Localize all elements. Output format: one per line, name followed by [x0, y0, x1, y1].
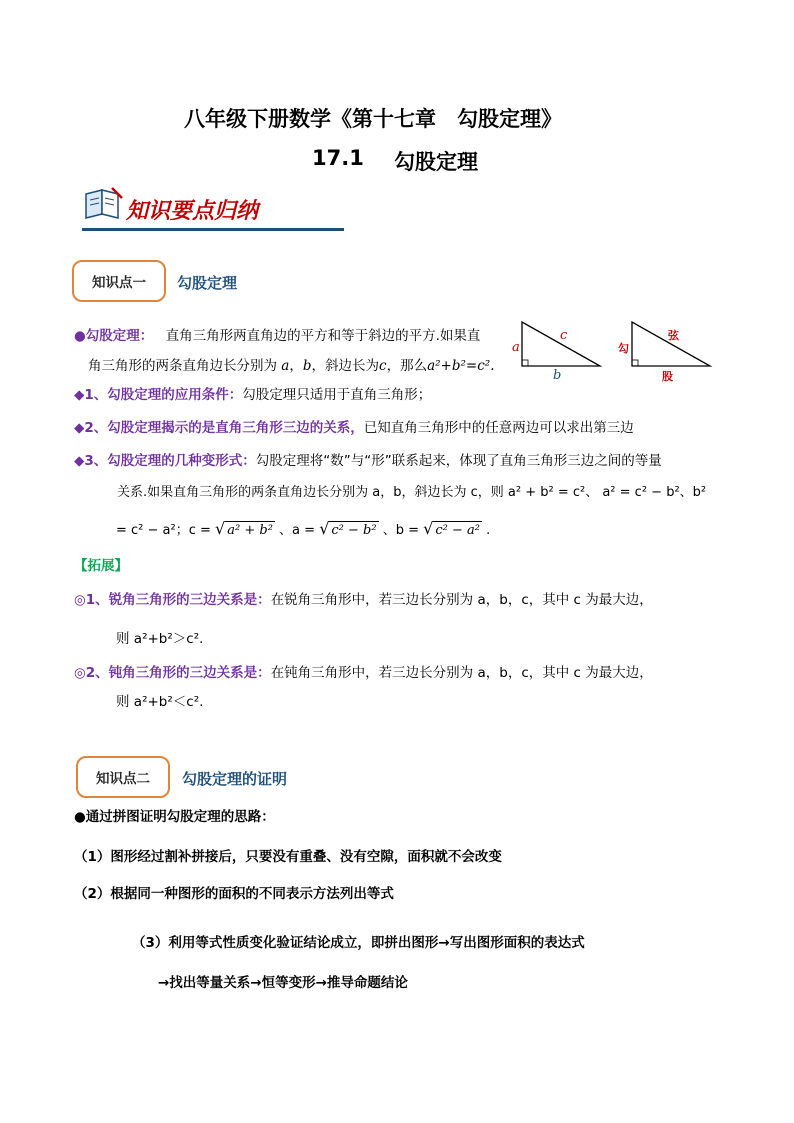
end-period: .: [486, 523, 491, 538]
definition-line-1: [74, 327, 480, 345]
definition-statement: 直角三角形两直角边的平方和等于斜边的平方.: [165, 328, 440, 344]
extension-1-term: ◎1、锐角三角形的三边关系是：: [74, 592, 271, 608]
definition-line-2: [88, 357, 494, 375]
triangle-gu-label: 股: [662, 370, 673, 383]
sep-b: 、b =: [382, 523, 419, 538]
definition-continuation: 如果直: [439, 328, 481, 344]
knowledge-point-1-title: 勾股定理: [177, 274, 238, 292]
proof-step-1: （1）图形经过割补拼接后，只要没有重叠、没有空隙，面积就不会改变: [74, 849, 502, 865]
triangle-abc-figure: [508, 318, 604, 384]
extension-2: [74, 664, 653, 682]
sqrt-2: c² − b²: [331, 523, 377, 538]
item-1-text: 勾股定理只适用于直角三角形；: [242, 387, 432, 403]
item-2-term: ◆2、勾股定理揭示的是直角三角形三边的关系，: [74, 420, 364, 436]
item-2: [74, 419, 634, 437]
knowledge-point-2-title: 勾股定理的证明: [182, 770, 288, 788]
banner-underline: [82, 228, 344, 231]
extension-label: 【拓展】: [74, 558, 128, 574]
item-1: [74, 386, 431, 404]
extension-1: [74, 591, 653, 609]
sqrt-3: c² − a²: [435, 523, 480, 538]
proof-intro: [74, 808, 275, 826]
triangle-abc-label-b: b: [553, 368, 562, 383]
knowledge-point-1-badge: [72, 260, 166, 302]
item-3-line-2: 关系.如果直角三角形的两条直角边长分别为 a，b，斜边长为 c，则 a² + b² = c²、 a² = c² − b²、b²: [117, 485, 707, 500]
var-c: c: [379, 358, 387, 374]
item-1-term: ◆1、勾股定理的应用条件：: [74, 387, 243, 403]
definition-term: ●勾股定理：: [74, 328, 154, 344]
main-formula: a²+b²=c².: [427, 358, 495, 374]
sqrt-1: a² + b²: [227, 523, 273, 538]
definition-line-2-text: 角三角形的两条直角边长分别为: [88, 358, 277, 374]
then-text: ，那么: [386, 358, 428, 374]
sqrt-icon: √: [423, 519, 434, 538]
extension-1-text: 在锐角三角形中，若三边长分别为 a，b，c，其中 c 为最大边，: [270, 592, 653, 608]
proof-step-2: （2）根据同一种图形的面积的不同表示方法列出等式: [74, 886, 394, 902]
item-3-line-3-start: = c² − a²；c =: [116, 523, 211, 538]
triangle-xian-label: 弦: [668, 329, 679, 342]
item-3: [74, 452, 662, 470]
page-title: 八年级下册数学《第十七章 勾股定理》: [184, 107, 562, 131]
extension-2-term: ◎2、钝角三角形的三边关系是：: [74, 665, 271, 681]
sep-1: ，: [289, 358, 303, 374]
banner-book-icon: [84, 186, 124, 220]
knowledge-point-1-label: 知识点一: [92, 275, 146, 291]
hyp-text: ，斜边长为: [311, 358, 380, 374]
knowledge-point-2-label: 知识点二: [96, 771, 150, 787]
triangle-abc-label-c: c: [560, 328, 568, 343]
proof-intro-text: ●通过拼图证明勾股定理的思路：: [74, 809, 275, 825]
item-3-term: ◆3、勾股定理的几种变形式：: [74, 453, 256, 469]
section-number: 17.1: [312, 146, 364, 170]
var-a: a: [281, 358, 290, 374]
proof-step-3-continued: →找出等量关系→恒等变形→推导命题结论: [158, 975, 408, 991]
extension-2-conclusion: 则 a²+b²＜c².: [116, 694, 204, 710]
triangle-gou-label: 勾: [618, 342, 629, 355]
banner-title: 知识要点归纳: [126, 198, 259, 224]
sep-a: 、a =: [279, 523, 316, 538]
var-b: b: [302, 358, 312, 374]
triangle-abc-label-a: a: [512, 340, 520, 355]
section-title: 勾股定理: [394, 150, 478, 174]
proof-step-3: （3）利用等式性质变化验证结论成立，即拼出图形→写出图形面积的表达式: [132, 935, 585, 951]
extension-2-text: 在钝角三角形中，若三边长分别为 a，b，c，其中 c 为最大边，: [270, 665, 653, 681]
knowledge-point-2-badge: [76, 756, 170, 798]
extension-1-conclusion: 则 a²+b²＞c².: [116, 631, 204, 647]
sqrt-icon: √: [319, 519, 330, 538]
item-3-line-3: [116, 520, 490, 540]
item-3-text: 勾股定理将“数”与“形”联系起来，体现了直角三角形三边之间的等量: [255, 453, 662, 469]
item-2-text: 已知直角三角形中的任意两边可以求出第三边: [363, 420, 634, 436]
sqrt-icon: √: [215, 519, 226, 538]
triangle-gougu-figure: [618, 318, 714, 384]
